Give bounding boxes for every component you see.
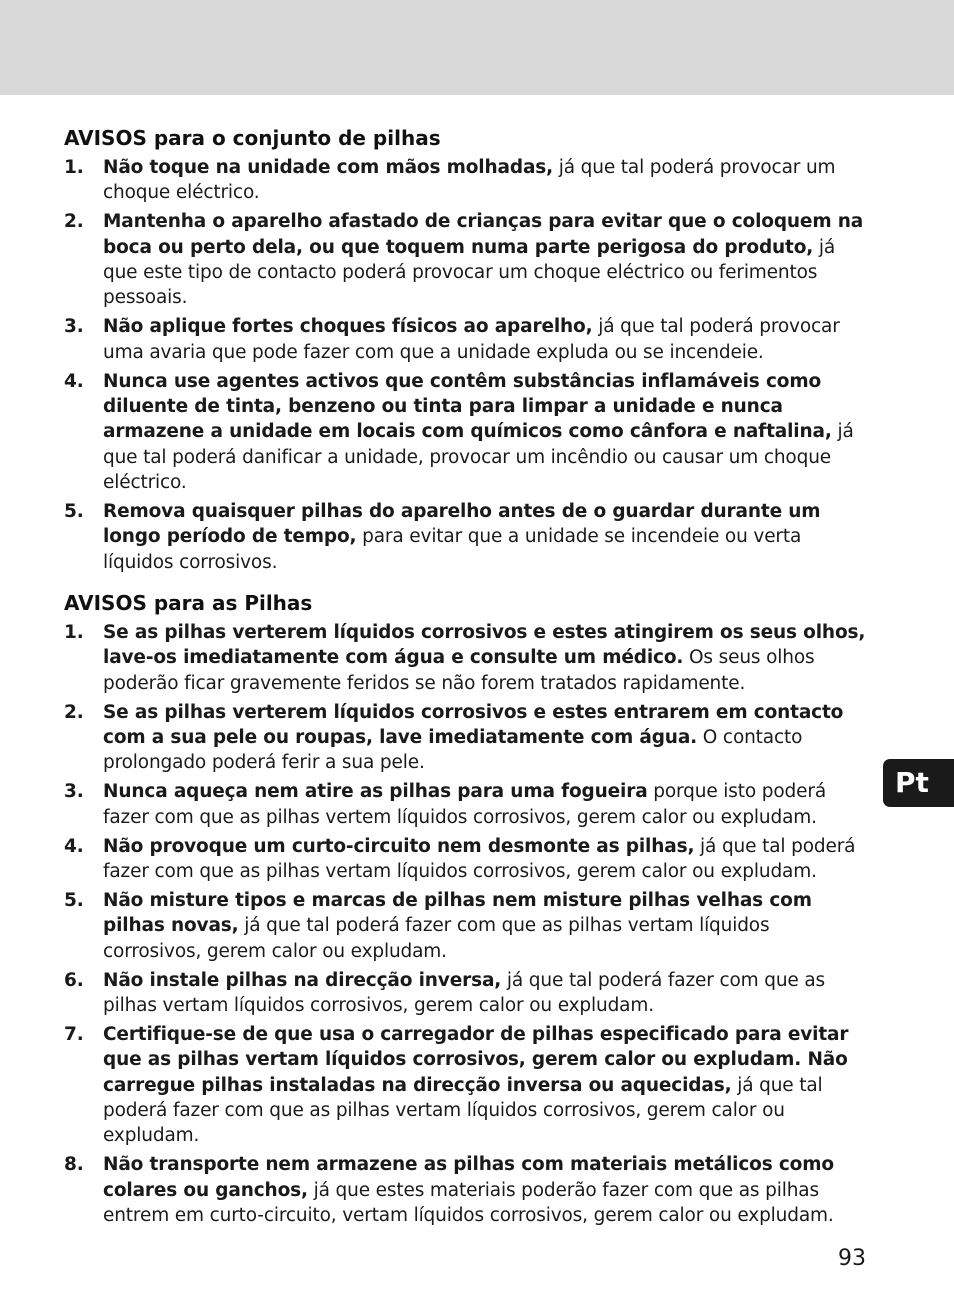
item-bold-text: Não aplique fortes choques físicos ao aparelho, bbox=[103, 316, 593, 338]
item-bold-text: Não provoque um curto-circuito nem desmonte as pilhas, bbox=[103, 835, 695, 857]
item-number: 5. bbox=[64, 890, 84, 912]
warning-list bbox=[64, 155, 872, 575]
document-body bbox=[64, 124, 872, 1232]
item-bold-text: Remova quaisquer pilhas do aparelho antes de o guardar durante um longo período de tempo, bbox=[103, 501, 821, 548]
item-text: para evitar que a unidade se incendeie ou verta líquidos corrosivos. bbox=[103, 526, 802, 573]
item-text: já que tal poderá provocar uma avaria que pode fazer com que a unidade expluda ou se incendeie. bbox=[103, 316, 840, 363]
page-number: 93 bbox=[838, 1246, 866, 1271]
item-number: 1. bbox=[64, 621, 84, 643]
item-number: 2. bbox=[64, 211, 84, 233]
item-number: 5. bbox=[64, 501, 84, 523]
item-text: O contacto prolongado poderá ferir a sua pele. bbox=[103, 726, 803, 774]
item-bold-text: Não misture tipos e marcas de pilhas nem misture pilhas velhas com pilhas novas, bbox=[103, 890, 812, 937]
item-bold-text: Não instale pilhas na direcção inversa, bbox=[103, 969, 502, 991]
item-text: já que tal poderá fazer com que as pilhas vertam líquidos corrosivos, gerem calor ou expludam. bbox=[103, 1074, 823, 1147]
item-text: já que tal poderá danificar a unidade, provocar um incêndio ou causar um choque eléctrico. bbox=[103, 421, 854, 493]
item-text: já que estes materiais poderão fazer com que as pilhas entrem em curto-circuito, vertam líquidos corrosivos, gerem calor ou expludam. bbox=[103, 1179, 834, 1227]
section-title: AVISOS para as Pilhas bbox=[64, 590, 313, 615]
section-battery-warnings bbox=[64, 589, 872, 1228]
list-item bbox=[64, 834, 872, 885]
item-text: já que tal poderá fazer com que as pilhas vertam líquidos corrosivos, gerem calor ou expludam. bbox=[103, 915, 770, 962]
item-text: já que tal poderá fazer com que as pilhas vertam líquidos corrosivos, gerem calor ou expludam. bbox=[103, 835, 856, 882]
list-item bbox=[64, 314, 872, 365]
item-bold-text: Se as pilhas verterem líquidos corrosivos e estes atingirem os seus olhos, lave-os imediatamente com água e consulte um médico. bbox=[103, 621, 866, 669]
section-title: AVISOS para o conjunto de pilhas bbox=[64, 126, 441, 150]
item-bold-text: Mantenha o aparelho afastado de crianças para evitar que o coloquem na boca ou perto dela, ou que toquem numa parte perigosa do produto, bbox=[103, 211, 864, 258]
item-bold-text: Certifique-se de que usa o carregador de pilhas especificado para evitar que as pilhas vertam líquidos corrosivos, gerem calor ou expludam. Não carregue pilhas instaladas na direcção inversa ou aquecidas, bbox=[103, 1024, 849, 1096]
item-bold-text: Não transporte nem armazene as pilhas com materiais metálicos como colares ou ganchos, bbox=[103, 1154, 834, 1201]
item-text: já que este tipo de contacto poderá provocar um choque eléctrico ou ferimentos pessoais. bbox=[103, 236, 836, 309]
item-bold-text: Se as pilhas verterem líquidos corrosivos e estes entrarem em contacto com a sua pele ou roupas, lave imediatamente com água. bbox=[103, 701, 844, 748]
list-item bbox=[64, 968, 872, 1019]
section-battery-pack-warnings bbox=[64, 124, 872, 575]
list-item bbox=[64, 499, 872, 575]
list-item bbox=[64, 369, 872, 495]
item-number: 2. bbox=[64, 701, 84, 723]
list-item bbox=[64, 700, 872, 776]
item-bold-text: Nunca use agentes activos que contêm substâncias inflamáveis como diluente de tinta, benzeno ou tinta para limpar a unidade e nunca armazene a unidade em locais com químicos como cânfora e naftalina, bbox=[103, 370, 832, 443]
item-number: 6. bbox=[64, 969, 84, 991]
item-text: já que tal poderá provocar um choque eléctrico. bbox=[103, 157, 836, 204]
item-text: porque isto poderá fazer com que as pilhas vertem líquidos corrosivos, gerem calor ou expludam. bbox=[103, 781, 827, 828]
item-number: 1. bbox=[64, 157, 84, 178]
language-tab: Pt bbox=[883, 759, 954, 807]
list-item bbox=[64, 779, 872, 830]
item-number: 3. bbox=[64, 316, 84, 338]
item-number: 8. bbox=[64, 1154, 84, 1176]
item-bold-text: Nunca aqueça nem atire as pilhas para uma fogueira bbox=[103, 781, 648, 803]
top-header-band bbox=[0, 0, 954, 95]
item-number: 7. bbox=[64, 1024, 84, 1046]
item-number: 4. bbox=[64, 835, 84, 857]
warning-list bbox=[64, 620, 872, 1228]
list-item bbox=[64, 155, 872, 206]
list-item bbox=[64, 620, 872, 696]
item-text: já que tal poderá fazer com que as pilhas vertam líquidos corrosivos, gerem calor ou expludam. bbox=[103, 969, 826, 1017]
item-number: 4. bbox=[64, 370, 84, 392]
list-item bbox=[64, 1022, 872, 1148]
list-item bbox=[64, 888, 872, 964]
list-item bbox=[64, 209, 872, 310]
item-number: 3. bbox=[64, 781, 84, 803]
item-text: Os seus olhos poderão ficar gravemente feridos se não forem tratados rapidamente. bbox=[103, 647, 815, 694]
list-item bbox=[64, 1152, 872, 1228]
item-bold-text: Não toque na unidade com mãos molhadas, bbox=[103, 157, 554, 178]
